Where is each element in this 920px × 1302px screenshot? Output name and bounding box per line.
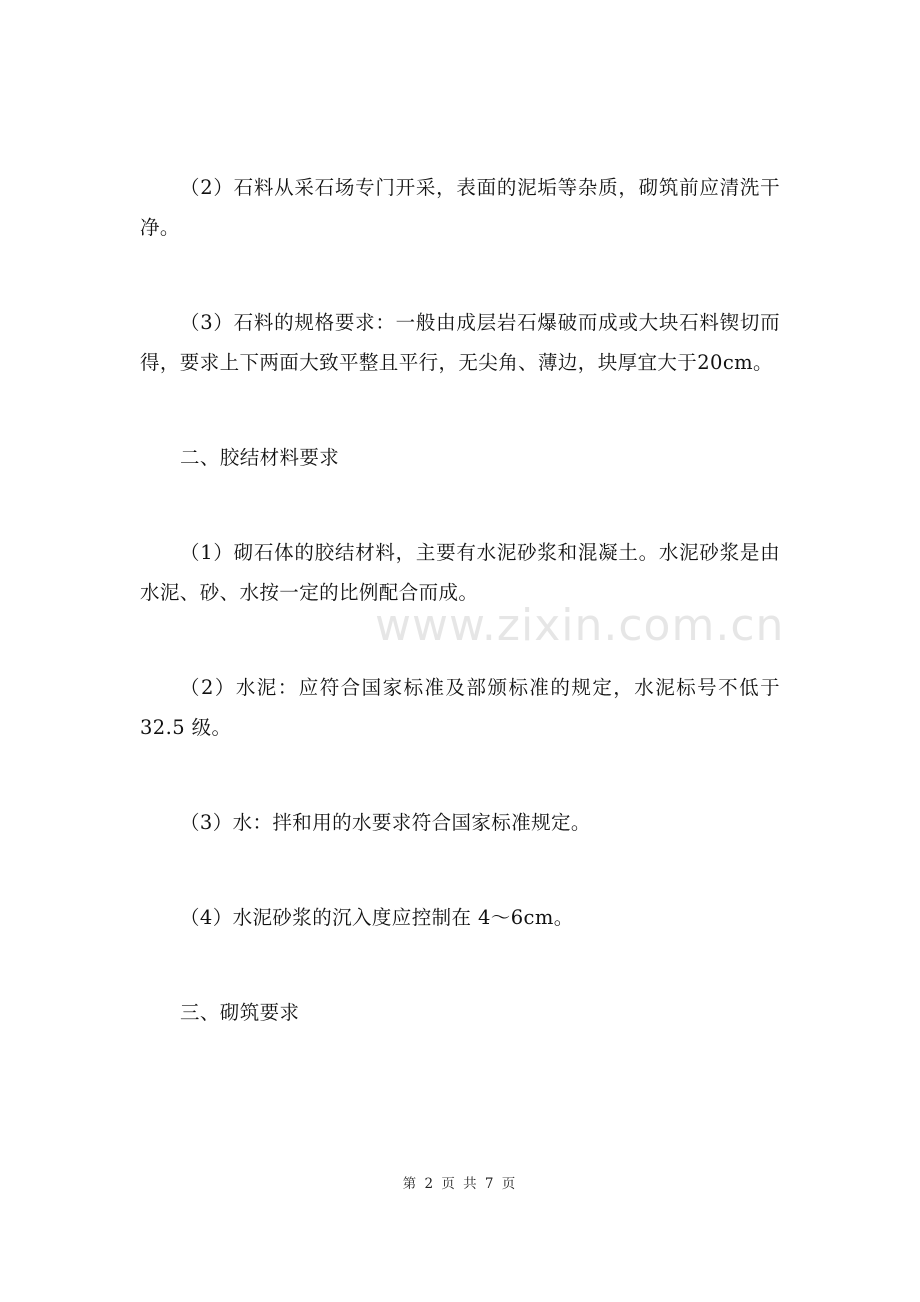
paragraph-cement: （2）水泥：应符合国家标准及部颁标准的规定，水泥标号不低于 32.5 级。 xyxy=(140,676,780,739)
paragraph-stone-specification: （3）石料的规格要求：一般由成层岩石爆破而成或大块石料锲切而得，要求上下两面大致平整且平行，无尖角、薄边，块厚宜大于20cm。 xyxy=(140,311,780,374)
page-footer: 第 2 页 共 7 页 xyxy=(402,1176,518,1192)
document-body xyxy=(140,168,780,1088)
section-heading-binding-materials: 二、胶结材料要求 xyxy=(180,446,340,469)
watermark: www.zixin.com.cn xyxy=(375,600,785,651)
paragraph-mortar-consistency: （4）水泥砂浆的沉入度应控制在 4～6cm。 xyxy=(180,906,574,929)
paragraph-stone-cleaning: （2）石料从采石场专门开采，表面的泥垢等杂质，砌筑前应清洗干净。 xyxy=(140,176,780,239)
section-heading-masonry: 三、砌筑要求 xyxy=(180,1001,300,1024)
paragraph-water: （3）水：拌和用的水要求符合国家标准规定。 xyxy=(180,811,591,834)
paragraph-binding-materials: （1）砌石体的胶结材料，主要有水泥砂浆和混凝土。水泥砂浆是由水泥、砂、水按一定的比例配合而成。 xyxy=(140,541,780,604)
